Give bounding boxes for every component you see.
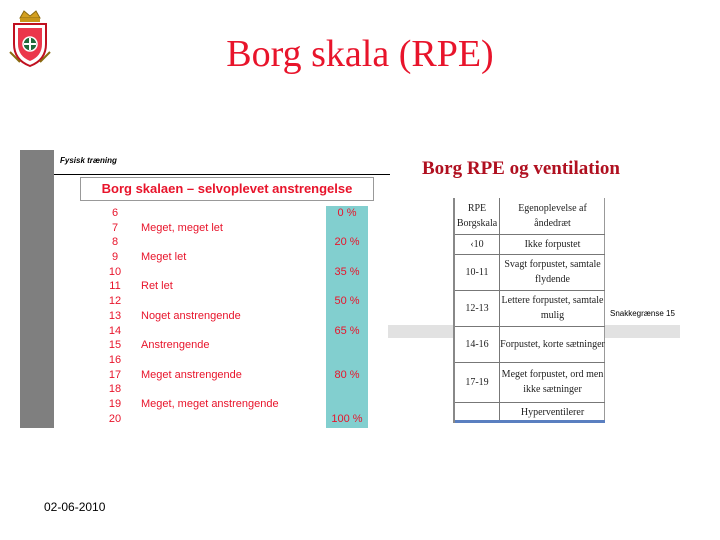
scale-desc: Meget let [141, 251, 187, 264]
scale-num: 13 [108, 309, 122, 322]
scale-pct: 0 % [337, 207, 357, 219]
scale-rows [20, 207, 390, 427]
rpe-cell: 14-16 [465, 338, 489, 350]
table-row [20, 369, 390, 384]
talk-limit-note: Snakkegrænse 15 [610, 309, 675, 318]
scale-desc: Meget, meget anstrengende [141, 397, 279, 410]
scale-num: 15 [108, 339, 122, 352]
breathing-cell: Svagt forpustet, samtale flydende [504, 259, 601, 285]
rpe-cell: 17-19 [465, 376, 489, 388]
scale-pct: 35 % [334, 265, 360, 278]
table-row [20, 413, 390, 428]
rpe-cell [455, 402, 499, 422]
ventilation-title: Borg RPE og ventilation [422, 158, 620, 179]
breathing-cell: Egenoplevelse af åndedræt [518, 203, 587, 229]
table-row [20, 251, 390, 266]
table-row [20, 207, 390, 222]
scale-desc: Noget anstrengende [141, 309, 241, 322]
table-row [20, 266, 390, 281]
breathing-cell: Meget forpustet, ord men ikke sætninger [501, 369, 604, 395]
scale-desc: Meget anstrengende [141, 368, 242, 381]
table-row [20, 325, 390, 340]
scale-num: 12 [108, 295, 122, 308]
table-row [20, 295, 390, 310]
scale-heading: Borg skalaen – selvoplevet anstrengelse [80, 177, 374, 201]
breathing-cell: Lettere forpustet, samtale mulig [501, 295, 604, 321]
scale-pct: 20 % [334, 236, 360, 249]
page-title: Borg skala (RPE) [226, 33, 494, 75]
rpe-cell: 12-13 [465, 302, 489, 314]
scale-num: 14 [108, 324, 122, 337]
breathing-cell: Ikke forpustet [524, 238, 581, 250]
rpe-ventilation-table [453, 198, 605, 423]
table-row [20, 280, 390, 295]
scale-num: 9 [111, 251, 119, 264]
scale-num: 7 [111, 221, 119, 234]
scale-desc: Ret let [141, 280, 173, 293]
scale-pct: 100 % [331, 412, 363, 425]
scale-desc: Meget, meget let [141, 221, 223, 234]
scale-num: 10 [108, 265, 122, 278]
scale-desc: Anstrengende [141, 339, 210, 352]
scale-num: 6 [111, 207, 119, 219]
rpe-cell: RPE Borgskala [456, 203, 498, 229]
rpe-cell: ‹10 [470, 238, 484, 250]
scale-num: 18 [108, 383, 122, 396]
breathing-cell: Hyperventilerer [520, 406, 585, 418]
scale-num: 16 [108, 353, 122, 366]
table-row [20, 398, 390, 413]
table-row [20, 383, 390, 398]
table-row [20, 236, 390, 251]
scale-num: 17 [108, 368, 122, 381]
scale-pct: 80 % [334, 368, 360, 381]
rpe-cell: 10-11 [465, 266, 489, 278]
slide-date: 02-06-2010 [44, 500, 106, 514]
table-row [20, 222, 390, 237]
scale-num: 8 [111, 236, 119, 249]
scale-pct: 65 % [334, 324, 360, 337]
scale-num: 11 [109, 280, 121, 293]
scale-num: 19 [108, 397, 122, 410]
scale-num: 20 [108, 412, 122, 425]
borg-scale-panel [20, 150, 390, 428]
table-row [20, 339, 390, 354]
scale-pct: 50 % [334, 295, 360, 308]
table-row [20, 310, 390, 325]
panel-label: Fysisk træning [60, 156, 117, 165]
table-row [20, 354, 390, 369]
divider [54, 174, 390, 175]
breathing-cell: Forpustet, korte sætninger [500, 338, 605, 350]
